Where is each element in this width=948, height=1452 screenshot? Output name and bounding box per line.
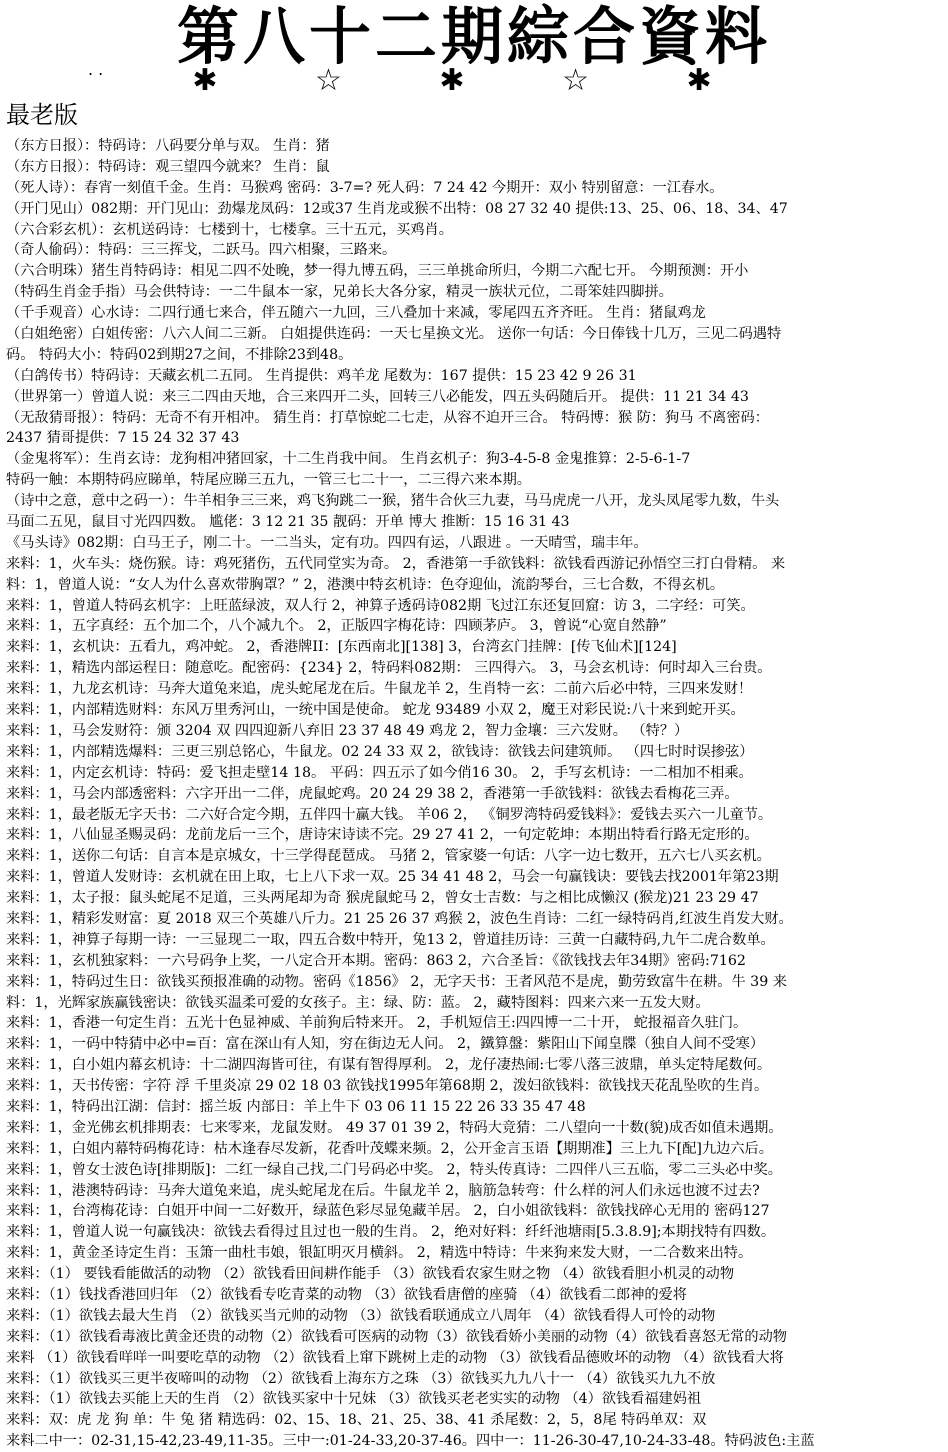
text-line: 料：1，曾道人说：“女人为什么喜欢带胸罩？” 2，港澳中特玄机诗：色夺迎仙，流韵琴台，三七合数，不得玄机。 <box>6 576 725 593</box>
text-line: 来料：1，台湾梅花诗：白姐开中间一二好数开，绿蓝色彩尽显兔藏羊居。 2，白小姐欲钱料：欲钱找碎心无用的 密码127 <box>6 1203 770 1220</box>
text-line: （开门见山）082期：开门见山：劲爆龙凤码：12或37 生肖龙或猴不出特：08 27 32 40 提供:13、25、06、18、34、47 <box>6 200 788 217</box>
text-line: 来料：（1）欲钱看毒液比黄金还贵的动物（2）欲钱看可医病的动物（3）欲钱看娇小美丽的动物（4）欲钱看喜怒无常的动物 <box>6 1328 787 1345</box>
text-line: 来料：1，一码中特猜中必中=百：富在深山有人知，穷在街边无人问。 2，鐵算盤：紫阳山下闻皇牒（独自人间不受寒） <box>6 1036 765 1053</box>
text-line: （金鬼将军）：生肖玄诗：龙狗相冲猪回家，十二生肖我中间。 生肖玄机子：狗3-4-5-8 金鬼推算：2-5-6-1-7 <box>6 451 691 468</box>
text-line: （特码生肖金手指）马会供特诗：一二牛鼠本一家，兄弟长大各分家，精灵一族状元位，二哥笨娃四脚拼。 <box>6 284 673 301</box>
text-line: （东方日报）：特码诗：观三望四今就来？ 生肖：鼠 <box>6 158 330 175</box>
text-line: 来料二中一：02-31,15-42,23-49,11-35。三中一:01-24-33,20-37-46。四中一：11-26-30-47,10-24-33-48。特码波色:主蓝 <box>6 1433 815 1450</box>
text-line: 来料：1，白姐内幕特码梅花诗：枯木逢春尽发新，花香叶茂蝶来频。2，公开金言玉语【期期准】三上九下[配]九边六后。 <box>6 1140 773 1157</box>
text-line: （六合明珠）猪生肖特码诗：相见二四不处晚，梦一得九博五码，三三单挑命所归，今期二六配七开。 今期预测：开小 <box>6 263 749 280</box>
text-line: 来料：1，内部精选爆料：三更三别总铭心，牛鼠龙。02 24 33 双 2，欲钱诗：欲钱去问建筑师。 （四七时时误掺弦） <box>6 743 754 760</box>
text-line: 来料：1，玄机独家料：一六号码争上奖，一八定合开本期。密码：863 2，六合圣旨：《欲钱找去年34期》密码:7162 <box>6 952 746 969</box>
text-line: 来料：（1）钱找香港回归年 （2）欲钱看专吃青菜的动物 （3）欲钱看唐僧的座骑 （4）欲钱看二郎神的爱将 <box>6 1286 687 1303</box>
text-line: 来料：1，香港一句定生肖：五光十色显神威、羊前狗后特来开。 2，手机短信王:四四博一二十开， 蛇报福音久驻门。 <box>6 1015 748 1032</box>
text-line: 来料：（1）欲钱去买能上天的生肖 （2）欲钱买家中十兄妹 （3）欲钱买老老实实的动物 （4）欲钱看福建妈祖 <box>6 1391 702 1408</box>
text-line: 来料：1，黄金圣诗定生肖：玉箫一曲杜韦娘，银缸明灭月横斜。 2，精选中特诗：牛来狗来发大财，一二合数来出特。 <box>6 1245 753 1262</box>
text-line: 马面二五见，鼠目寸光四四数。 尴佬：3 12 21 35 靓码：开单 博大 推断：15 16 31 43 <box>6 514 570 531</box>
text-line: 特码一触：本期特码应睇单，特尾应睇三五九，一管三七二十一，二三得六来本期。 <box>6 472 531 489</box>
text-line: 来料：双：虎 龙 狗 单：牛 兔 猪 精选码：02、15、18、21、25、38、41 杀尾数：2，5，8尾 特码单双：双 <box>6 1412 707 1429</box>
text-line: （东方日报）：特码诗：八码要分单与双。 生肖：猪 <box>6 138 330 154</box>
text-line: 来料：1，玄机诀：五看九，鸡冲蛇。 2，香港牌II：[东西南北][138] 3，台湾玄门挂牌：[传飞仙术][124] <box>6 639 677 656</box>
text-line: （死人诗）：春宵一刻值千金。生肖：马猴鸡 密码：3-7=? 死人码：7 24 42 今期开：双小 特别留意：一江春水。 <box>6 179 724 196</box>
text-line: 来料：1，曾女士波色诗[排期版]：二红一绿自己找,二门号码必中奖。 2，特头传真诗：二四伴八三五临，零二三头必中奖。 <box>6 1161 782 1178</box>
text-line: （千手观音）心水诗：二四行通七来合，伴五随六一九回，三八叠加十来减，零尾四五齐齐旺。 生肖：猪鼠鸡龙 <box>6 305 706 322</box>
content-body <box>6 136 946 1452</box>
text-line: 来料：1，马会内部透密料：六字开出一二伴，虎鼠蛇鸡。20 24 29 38 2，香港第一手欲钱料：欲钱去看梅花三弄。 <box>6 785 739 802</box>
text-line: 来料：1，五字真经：五个加二个，八个减九个。 2，正版四字梅花诗：四顾茅庐。 3，曾说“心宽自然静” <box>6 618 667 635</box>
text-line: 来料：1，神算子每期一诗：一三显现二一取，四五合数中特开，兔13 2，曾道挂历诗：三黄一白藏特码,九午二虎合数单。 <box>6 931 775 948</box>
text-line: 来料：1，太子报：鼠头蛇尾不足道，三头两尾却为奇 猴虎鼠蛇马 2，曾女士吉数：与之相比成懒汉 (猴龙)21 23 29 47 <box>6 890 759 907</box>
text-line: 来料：（1）欲钱买三更半夜啼叫的动物 （2）欲钱看上海东方之珠 （3）欲钱买九九八十一 （4）欲钱买九九不放 <box>6 1370 716 1387</box>
text-line: 码。 特码大小：特码02到期27之间，不排除23到48。 <box>6 346 353 363</box>
text-line: 来料：1，九龙玄机诗：马奔大道兔来追，虎头蛇尾龙在后。牛鼠龙羊 2，生肖特一玄：二前六后必中特，三四来发财！ <box>6 681 753 698</box>
text-line: （无敌猜哥报）：特码：无奇不有开相冲。 猜生肖：打草惊蛇二七走，从容不迫开三合。 特码博：猴 防：狗马 不离密码： <box>6 409 769 426</box>
text-line: （白鸽传书）特码诗：天藏玄机二五同。 生肖提供：鸡羊龙 尾数为：167 提供：15 23 42 9 26 31 <box>6 367 637 384</box>
text-line: （世界第一）曾道人说：来三二四由天地，合三来四开二头，回转三八必能发，四五头码随后开。 提供：11 21 34 43 <box>6 388 749 405</box>
text-line: 《马头诗》082期：白马王子，刚二十。一二当头，定有功。四四有运，八跟进 。一天晴雪，瑞丰年。 <box>6 534 648 551</box>
text-line: 来料：1，送你二句话：自言本是京城女，十三学得琵琶成。 马猪 2，管家婆一句话：八字一边七数开，五六七八买玄机。 <box>6 848 771 865</box>
text-line: 来料：1，内定玄机诗：特码：爱飞担走壁14 18。 平码：四五示了如今俏16 30。 2，手写玄机诗：一二相加不相乘。 <box>6 764 753 781</box>
star-decoration: ✱ ☆ ✱ ☆ ✱ <box>192 63 756 98</box>
text-line: 来料：1，火车头：烧伤猴。诗：鸡死猪伤，五代同堂实为奇。 2，香港第一手欲钱料：欲钱看西游记孙悟空三打白骨精。 来 <box>6 555 786 572</box>
text-line: 来料：1，精选内部运程日：随意吃。配密码：{234} 2，特码料082期： 三四得六。 3，马会玄机诗：何时却入三台贵。 <box>6 660 772 677</box>
text-line: 来料：（1） 要钱看能做活的动物 （2）欲钱看田间耕作能手 （3）欲钱看农家生财之物 （4）欲钱看胆小机灵的动物 <box>6 1266 735 1283</box>
text-line: （诗中之意，意中之码一）：牛羊相争三三来，鸡飞狗跳二一猴，猪牛合伙三九妻，马马虎虎一八开，龙头凤尾零九数，牛头 <box>6 493 780 510</box>
text-line: （奇人偷码）：特码：三三挥戈，二跃马。四六相聚，三路来。 <box>6 242 397 259</box>
text-line: 来料：1，内部精选财料：东风万里秀河山，一统中国是使命。 蛇龙 93489 小双 2，魔王对彩民说:八十来到蛇开买。 <box>6 702 745 719</box>
text-line: 来料：1，最老版无字天书：二六好合定今期，五伴四十赢大钱。 羊06 2， 《铜罗湾特码爱钱料》：爱钱去买六一儿童节。 <box>6 806 773 823</box>
text-line: 来料：1，特码过生日：欲钱买预报准确的动物。密码《1856》 2，无字天书：王者风范不是虎，勤劳致富牛在耕。牛 39 来 <box>6 973 787 990</box>
text-line: 来料 （1）欲钱看咩咩一叫要吃草的动物 （2）欲钱看上窜下跳树上走的动物 （3）欲钱看品德败坏的动物 （4）欲钱看大将 <box>6 1349 784 1366</box>
text-line: 来料：1，曾道人说一句赢钱决：欲钱去看得过且过也一般的生肖。 2，绝对好料：纤纤池塘雨[5.3.8.9];本期找特有四数。 <box>6 1224 776 1241</box>
text-line: 2437 猜哥提供：7 15 24 32 37 43 <box>6 430 240 447</box>
text-line: 料：1，光辉家族赢钱密诀：欲钱买温柔可爱的女孩子。主：绿、防：蓝。 2，藏特图料：四来六来一五发大财。 <box>6 994 710 1011</box>
text-line: 来料：1，金光佛玄机排期表：七来零来，龙鼠发财。 49 37 01 39 2，特码大竞猜：二八望向一十数(貌)成否如值未遇期。 <box>6 1119 783 1136</box>
text-line: 来料：1，曾道人特码玄机字：上旺蓝绿波，双人行 2，神算子透码诗082期 飞过江东还复回窟：访 3，二字经：可笑。 <box>6 597 755 614</box>
edition-label: 最老版 <box>6 101 78 129</box>
text-line: 来料：1，八仙显圣赐灵码：龙前龙后一三个，唐诗宋诗读不完。29 27 41 2，一句定乾坤：本期出特看行路无定形的。 <box>6 827 759 844</box>
text-line: 来料：（1）欲钱去最大生肖 （2）欲钱买当元帅的动物 （3）欲钱看联通成立八周年 （4）欲钱看得人可怜的动物 <box>6 1307 716 1324</box>
text-line: 来料：1，马会发财符：颁 3204 双 四四迎新八弃旧 23 37 48 49 鸡龙 2，智力金壤：三六发财。 （特？） <box>6 722 689 739</box>
decorative-dots: . . <box>88 60 104 79</box>
text-line: 来料：1，曾道人发财诗：玄机就在田上取，七上八下求一双。25 34 41 48 2，马会一句赢钱诀：要钱去找2001年第23期 <box>6 869 779 886</box>
text-line: 来料：1，精彩发财富：夏 2018 双三个英雄八斤力。21 25 26 37 鸡猴 2，波色生肖诗：二红一绿特码肖,红波生肖发大财。 <box>6 910 793 927</box>
text-line: 来料：1，特码出江湖：信封：摇兰坂 内部日：羊上牛下 03 06 11 15 22 26 33 35 47 48 <box>6 1098 586 1115</box>
page-title: 第八十二期綜合資料 <box>176 0 771 73</box>
text-line: （六合彩玄机）：玄机送码诗：七楼到十，七楼拿。三十五元，买鸡肖。 <box>6 221 453 238</box>
text-line: 来料：1，白小姐内幕玄机诗：十二湖四海皆可往，有谋有智得厚利。 2，龙仔凄热闹:七零八落三波鼎，单头定特尾数何。 <box>6 1057 772 1074</box>
text-line: 来料：1，港澳特码诗：马奔大道兔来追，虎头蛇尾龙在后。牛鼠龙羊 2，脑筋急转弯：什么样的河人们永远也渡不过去? <box>6 1182 760 1199</box>
text-line: 来料：1，天书传密：字符 浮 千里炎凉 29 02 18 03 欲钱找1995年第68期 2，泼妇欲钱料：欲钱找天花乱坠吹的生肖。 <box>6 1078 769 1095</box>
text-line: （白姐绝密）白姐传密：八六人间二三新。 白姐提供连码：一天七星换文光。 送你一句话：今日俸钱十几万，三见二码遇特 <box>6 326 782 343</box>
